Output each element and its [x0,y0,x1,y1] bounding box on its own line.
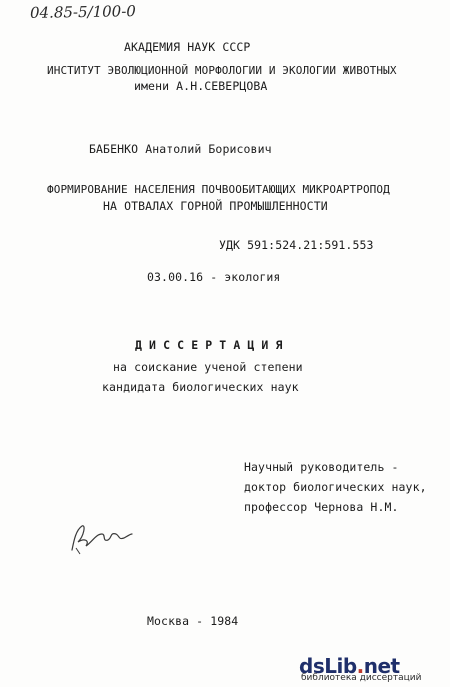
supervisor-line2: доктор биологических наук, [244,480,427,494]
place-and-year: Москва - 1984 [147,614,239,628]
supervisor-line1: Научный руководитель - [244,460,399,474]
degree-line2: кандидата биологических наук [102,380,299,394]
specialty-code: 03.00.16 - экология [147,270,281,284]
dslib-tagline: библиотека диссертаций [301,673,422,683]
academy-heading: АКАДЕМИЯ НАУК СССР [124,40,251,54]
thesis-title-line2: НА ОТВАЛАХ ГОРНОЙ ПРОМЫШЛЕННОСТИ [103,199,328,213]
thesis-title-line1: ФОРМИРОВАНИЕ НАСЕЛЕНИЯ ПОЧВООБИТАЮЩИХ МИКРОАРТРОПОД [47,183,390,196]
udk-code: УДК 591:524.21:591.553 [219,238,374,252]
handwritten-code: 04.85-5/100-0 [29,2,137,22]
degree-line1: на соискание ученой степени [113,360,303,374]
supervisor-line3: профессор Чернова Н.М. [244,500,399,514]
author-name: БАБЕНКО Анатолий Борисович [89,142,272,156]
institute-heading: ИНСТИТУТ ЭВОЛЮЦИОННОЙ МОРФОЛОГИИ И ЭКОЛОГИИ ЖИВОТНЫХ [47,64,397,77]
dslib-logo: dsLib.net [299,654,400,678]
dslib-watermark [299,654,444,684]
dissertation-label: Д И С С Е Р Т А Ц И Я [135,338,283,352]
institute-named-after: имени А.Н.СЕВЕРЦОВА [134,79,268,93]
handwritten-signature [66,512,136,557]
